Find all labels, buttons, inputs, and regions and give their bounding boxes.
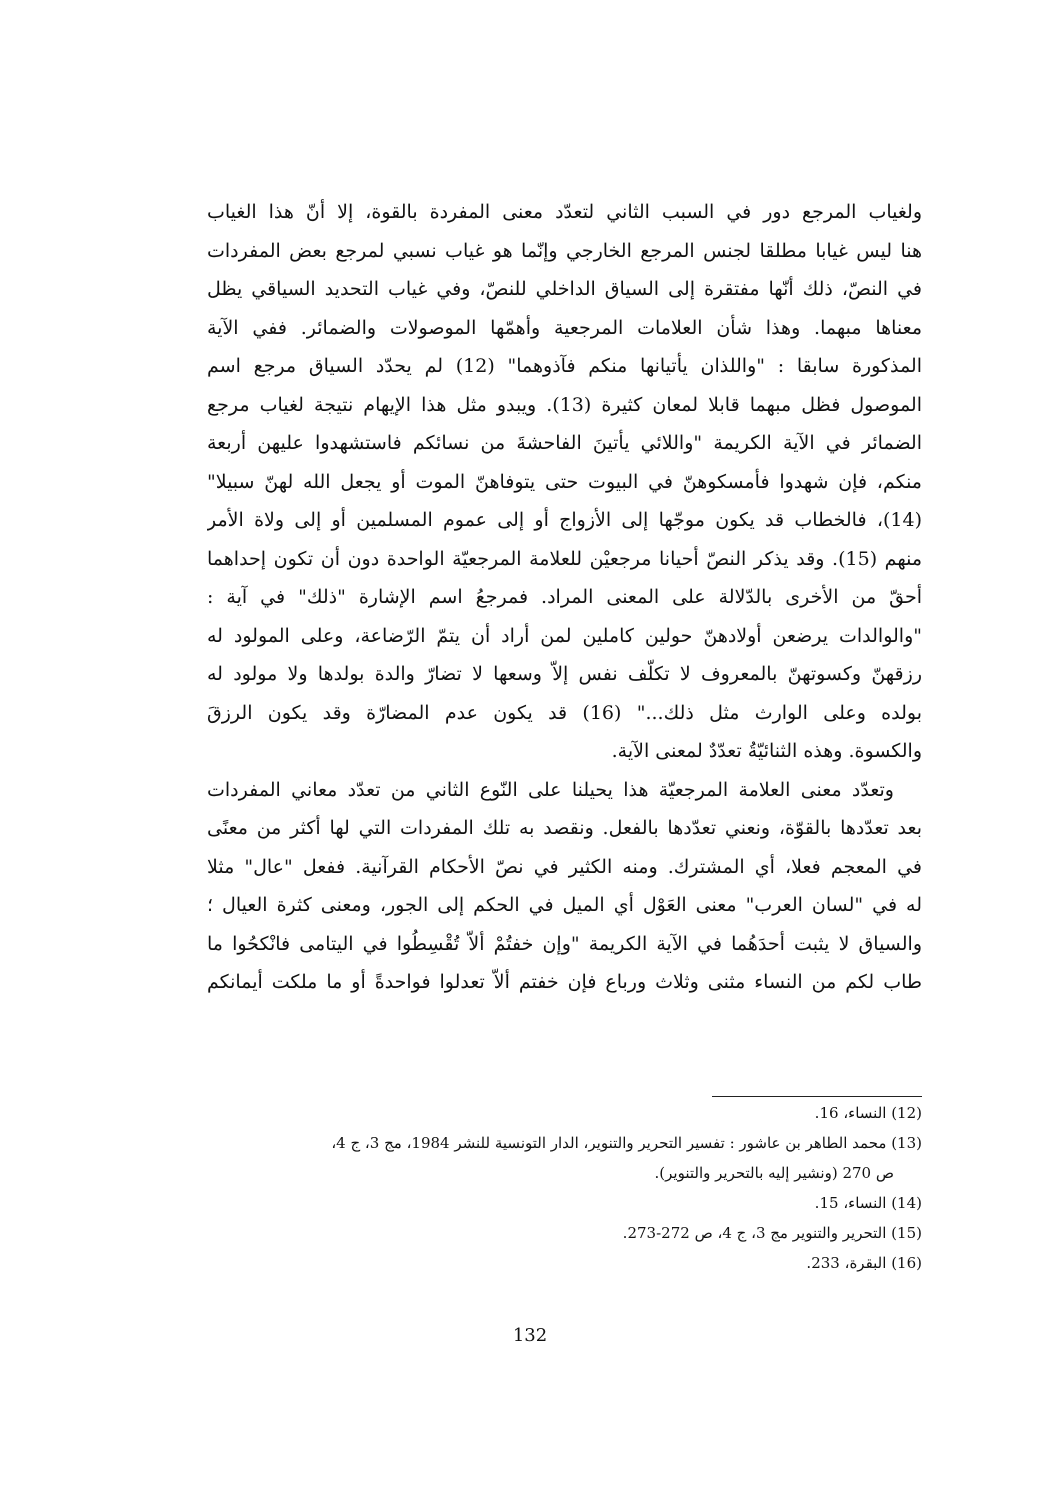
paragraph-1 — [207, 193, 922, 771]
footnotes — [207, 1098, 922, 1278]
footnote-12: (12) النساء، 16. — [814, 1104, 922, 1122]
text-line: "والوالدات يرضعن أولادهنّ حولين كاملين لمن أراد أن يتمّ الرّضاعة، وعلى المولود له — [207, 624, 922, 647]
text-line: معناها مبهما. وهذا شأن العلامات المرجعية وأهمّها الموصولات والضمائر. ففي الآية — [207, 316, 922, 339]
text-line: أحقّ من الأخرى بالدّلالة على المعنى المراد. فمرجعُ اسم الإشارة "ذلك" في آية : — [207, 586, 922, 608]
footnote-13-continued: ص 270 (ونشير إليه بالتحرير والتنوير). — [654, 1164, 894, 1182]
text-line: ولغياب المرجع دور في السبب الثاني لتعدّد معنى المفردة بالقوة، إلا أنّ هذا الغياب — [207, 201, 922, 223]
text-line: في المعجم فعلا، أي المشترك. ومنه الكثير في نصّ الأحكام القرآنية. ففعل "عال" مثلا — [207, 855, 922, 878]
text-line: طاب لكم من النساء مثنى وثلاث ورباع فإن خفتم ألاّ تعدلوا فواحدةً أو ما ملكت أيمانكم — [207, 971, 922, 993]
text-line: (14)، فالخطاب قد يكون موجّها إلى الأزواج أو إلى عموم المسلمين أو إلى ولاة الأمر — [207, 509, 922, 531]
text-line: والسياق لا يثبت أحدَهُما في الآية الكريمة "وإن خفتُمْ ألاّ تُقْسِطُوا في اليتامى فانْكحُوا ما — [207, 932, 922, 955]
page-number: 132 — [512, 1325, 548, 1346]
text-line: منكم، فإن شهدوا فأمسكوهنّ في البيوت حتى يتوفاهنّ الموت أو يجعل الله لهنّ سبيلا" — [207, 470, 922, 493]
text-line: رزقهنّ وكسوتهنّ بالمعروف لا تكلّف نفس إلاّ وسعها لا تضارّ والدة بولدها ولا مولود له — [207, 663, 922, 685]
text-line: هنا ليس غيابا مطلقا لجنس المرجع الخارجي وإنّما هو غياب نسبي لمرجع بعض المفردات — [207, 239, 922, 262]
text-line: الضمائر في الآية الكريمة "واللائي يأتينَ الفاحشةَ من نسائكم فاستشهدوا عليهن أربعة — [207, 432, 922, 454]
footnote-13: (13) محمد الطاهر بن عاشور : تفسير التحرير والتنوير، الدار التونسية للنشر 1984، مج 3، ج 4، — [331, 1134, 922, 1152]
text-line: الموصول فظل مبهما قابلا لمعان كثيرة (13). ويبدو مثل هذا الإيهام نتيجة لغياب مرجع — [207, 393, 922, 416]
footnote-15: (15) التحرير والتنوير مج 3، ج 4، ص 272-273. — [622, 1224, 922, 1242]
text-line: بعد تعدّدها بالقوّة، ونعني تعدّدها بالفعل. ونقصد به تلك المفردات التي لها أكثر من معنًى — [207, 817, 922, 839]
footnote-16: (16) البقرة، 233. — [806, 1254, 922, 1272]
text-line: في النصّ، ذلك أنّها مفتقرة إلى السياق الداخلي للنصّ، وفي غياب التحديد السياقي يظل — [207, 278, 922, 300]
text-line: له في "لسان العرب" معنى العَوْل أي الميل في الحكم إلى الجور، ومعنى كثرة العيال ؛ — [207, 894, 922, 916]
text-line: والكسوة. وهذه الثنائيّةُ تعدّدٌ لمعنى الآية. — [611, 740, 922, 762]
paragraph-2 — [207, 771, 922, 1002]
text-line: المذكورة سابقا : "واللذان يأتيانها منكم فآذوهما" (12) لم يحدّد السياق مرجع اسم — [207, 355, 922, 377]
main-text — [207, 193, 922, 1002]
text-line: وتعدّد معنى العلامة المرجعيّة هذا يحيلنا على النّوع الثاني من تعدّد معاني المفردات — [207, 778, 894, 801]
footnote-14: (14) النساء، 15. — [814, 1194, 922, 1212]
text-line: منهم (15). وقد يذكر النصّ أحيانا مرجعيْن للعلامة المرجعيّة الواحدة دون أن تكون إحداهما — [207, 547, 922, 570]
footnote-separator — [712, 1096, 922, 1097]
text-line: بولده وعلى الوارث مثل ذلك..." (16) قد يكون عدم المضارّة وقد يكون الرزقَ — [207, 701, 922, 724]
